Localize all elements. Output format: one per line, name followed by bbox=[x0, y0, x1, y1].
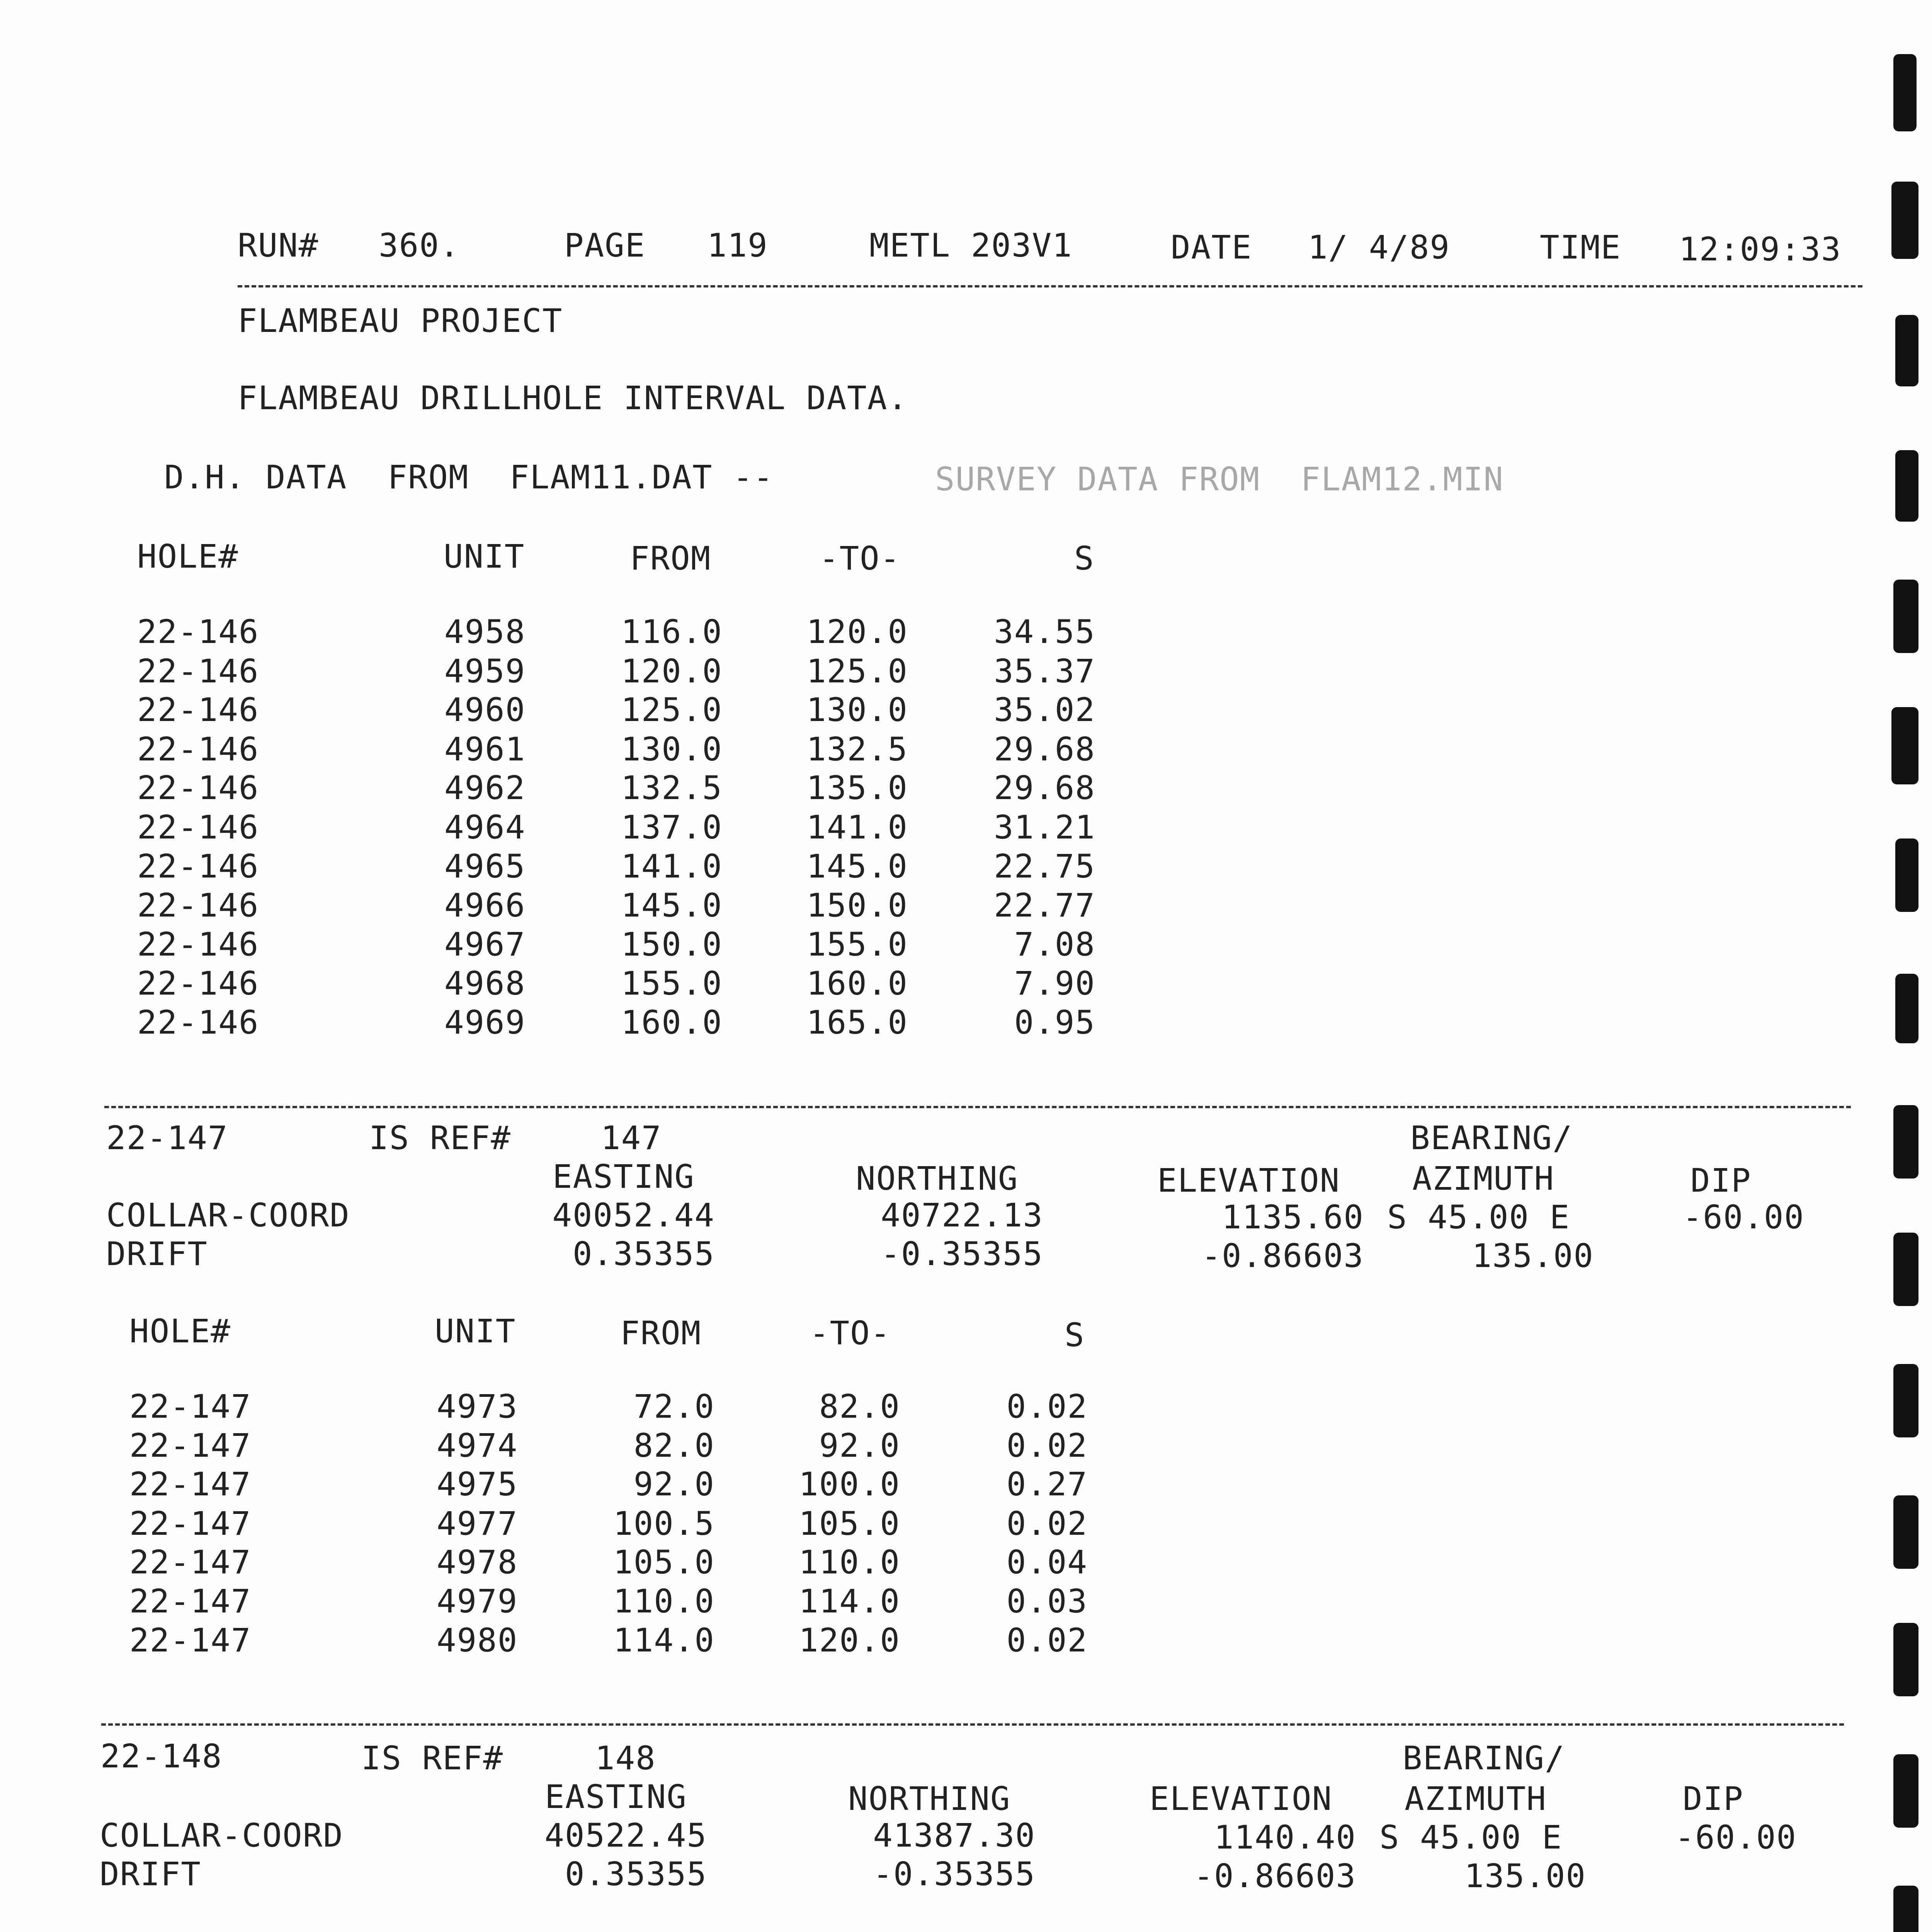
cell-hole: 22-147 bbox=[129, 1427, 252, 1465]
cell-unit: 4969 bbox=[444, 1003, 526, 1041]
cell-hole: 22-147 bbox=[129, 1504, 252, 1543]
collar-easting: 40052.44 bbox=[552, 1196, 715, 1234]
run-value: 360. bbox=[379, 226, 460, 264]
drift-azimuth: 135.00 bbox=[1464, 1857, 1586, 1895]
collar-dip: -60.00 bbox=[1682, 1198, 1804, 1236]
binding-mark bbox=[1893, 54, 1917, 131]
ref-number: 148 bbox=[595, 1739, 656, 1777]
collar-northing: 41387.30 bbox=[873, 1816, 1036, 1854]
binding-mark bbox=[1895, 974, 1918, 1043]
cell-hole: 22-146 bbox=[137, 925, 259, 963]
is-ref-label: IS REF# bbox=[361, 1739, 504, 1777]
drift-elevation: -0.86603 bbox=[1194, 1857, 1356, 1895]
cell-hole: 22-147 bbox=[129, 1543, 252, 1581]
binding-mark bbox=[1893, 1886, 1918, 1932]
collar-elevation: 1135.60 bbox=[1221, 1198, 1364, 1236]
cell-s: 0.02 bbox=[1006, 1621, 1088, 1660]
ref-number: 147 bbox=[601, 1119, 662, 1157]
cell-to: 132.5 bbox=[806, 730, 908, 768]
binding-mark bbox=[1895, 838, 1918, 912]
drift-northing: -0.35355 bbox=[873, 1855, 1036, 1893]
cell-from: 155.0 bbox=[621, 964, 723, 1002]
cell-s: 29.68 bbox=[994, 730, 1095, 768]
binding-mark bbox=[1893, 1495, 1918, 1569]
drift-label: DRIFT bbox=[106, 1235, 208, 1273]
cell-from: 82.0 bbox=[633, 1427, 715, 1465]
easting-label: EASTING bbox=[553, 1158, 695, 1196]
dip-label: DIP bbox=[1683, 1780, 1744, 1818]
northing-label: NORTHING bbox=[848, 1780, 1011, 1818]
cell-hole: 22-146 bbox=[137, 847, 259, 885]
drift-label: DRIFT bbox=[100, 1855, 201, 1893]
cell-to: 100.0 bbox=[799, 1465, 900, 1503]
cell-to: 114.0 bbox=[799, 1582, 900, 1620]
cell-hole: 22-146 bbox=[137, 652, 259, 690]
source-dh-label: D.H. DATA FROM FLAM11.DAT -- bbox=[164, 458, 774, 496]
col-unit-header: UNIT bbox=[444, 537, 525, 575]
cell-from: 100.5 bbox=[613, 1504, 715, 1543]
col-to-header: -TO- bbox=[819, 539, 901, 577]
cell-unit: 4965 bbox=[444, 847, 526, 885]
report-title: FLAMBEAU DRILLHOLE INTERVAL DATA. bbox=[238, 379, 908, 417]
col-hole-header: HOLE# bbox=[129, 1312, 231, 1350]
binding-mark bbox=[1895, 315, 1918, 386]
binding-mark bbox=[1893, 1754, 1918, 1828]
cell-from: 125.0 bbox=[621, 691, 723, 729]
binding-mark bbox=[1893, 1233, 1918, 1306]
cell-to: 105.0 bbox=[799, 1504, 900, 1543]
cell-to: 135.0 bbox=[806, 769, 908, 807]
drift-azimuth: 135.00 bbox=[1472, 1237, 1594, 1275]
cell-to: 120.0 bbox=[799, 1621, 900, 1660]
cell-unit: 4960 bbox=[444, 691, 526, 729]
binding-mark bbox=[1895, 450, 1918, 522]
cell-from: 105.0 bbox=[613, 1543, 715, 1581]
page-value: 119 bbox=[707, 226, 768, 264]
collar-northing: 40722.13 bbox=[881, 1196, 1043, 1234]
cell-to: 160.0 bbox=[806, 964, 908, 1002]
easting-label: EASTING bbox=[545, 1778, 687, 1816]
date-label: DATE bbox=[1171, 228, 1252, 266]
cell-unit: 4979 bbox=[437, 1582, 518, 1620]
program-id: METL 203V1 bbox=[869, 226, 1073, 264]
cell-s: 7.90 bbox=[1014, 964, 1095, 1002]
cell-unit: 4961 bbox=[444, 730, 526, 768]
cell-unit: 4973 bbox=[437, 1388, 518, 1425]
cell-hole: 22-146 bbox=[137, 808, 259, 846]
cell-to: 120.0 bbox=[806, 613, 908, 651]
cell-from: 160.0 bbox=[621, 1003, 723, 1041]
elevation-label: ELEVATION bbox=[1150, 1780, 1333, 1818]
cell-s: 7.08 bbox=[1014, 925, 1095, 963]
cell-to: 110.0 bbox=[799, 1543, 900, 1581]
col-s-header: S bbox=[1074, 539, 1095, 577]
cell-hole: 22-146 bbox=[137, 964, 259, 1002]
cell-from: 110.0 bbox=[613, 1582, 715, 1620]
bearing-label: BEARING/ bbox=[1403, 1739, 1565, 1777]
collar-elevation: 1140.40 bbox=[1214, 1818, 1356, 1856]
binding-mark bbox=[1891, 182, 1918, 259]
header-divider bbox=[238, 285, 1862, 287]
cell-hole: 22-147 bbox=[129, 1582, 252, 1620]
azimuth-label: AZIMUTH bbox=[1412, 1160, 1555, 1197]
col-from-header: FROM bbox=[630, 539, 711, 577]
cell-hole: 22-147 bbox=[129, 1465, 252, 1503]
col-from-header: FROM bbox=[620, 1314, 702, 1352]
bearing-label: BEARING/ bbox=[1410, 1119, 1573, 1157]
cell-s: 31.21 bbox=[994, 808, 1095, 846]
date-value: 1/ 4/89 bbox=[1308, 228, 1451, 266]
binding-mark bbox=[1893, 1105, 1918, 1179]
cell-s: 0.03 bbox=[1006, 1582, 1088, 1620]
cell-from: 92.0 bbox=[633, 1465, 715, 1503]
drift-easting: 0.35355 bbox=[572, 1235, 715, 1273]
cell-s: 29.68 bbox=[994, 769, 1095, 807]
binding-mark bbox=[1893, 580, 1918, 653]
project-title: FLAMBEAU PROJECT bbox=[238, 302, 563, 340]
cell-s: 34.55 bbox=[994, 613, 1095, 651]
drift-northing: -0.35355 bbox=[881, 1235, 1043, 1273]
cell-unit: 4978 bbox=[437, 1543, 518, 1581]
cell-s: 22.77 bbox=[994, 886, 1095, 924]
cell-to: 82.0 bbox=[819, 1388, 900, 1425]
azimuth-label: AZIMUTH bbox=[1405, 1780, 1547, 1818]
cell-from: 72.0 bbox=[633, 1388, 715, 1425]
cell-from: 116.0 bbox=[621, 613, 723, 651]
cell-hole: 22-146 bbox=[137, 730, 259, 768]
cell-from: 137.0 bbox=[621, 808, 723, 846]
cell-to: 145.0 bbox=[806, 847, 908, 885]
col-unit-header: UNIT bbox=[435, 1312, 516, 1350]
cell-unit: 4962 bbox=[444, 769, 526, 807]
collar-bearing: S 45.00 E bbox=[1387, 1198, 1570, 1236]
section-divider bbox=[101, 1723, 1844, 1726]
cell-from: 145.0 bbox=[621, 886, 723, 924]
run-label: RUN# bbox=[238, 226, 319, 264]
cell-hole: 22-146 bbox=[137, 886, 259, 924]
cell-hole: 22-146 bbox=[137, 613, 259, 651]
drift-elevation: -0.86603 bbox=[1201, 1237, 1364, 1275]
collar-bearing: S 45.00 E bbox=[1379, 1818, 1563, 1856]
col-s-header: S bbox=[1065, 1316, 1085, 1354]
cell-s: 0.95 bbox=[1014, 1003, 1095, 1041]
cell-unit: 4964 bbox=[444, 808, 526, 846]
binding-mark bbox=[1891, 707, 1918, 784]
cell-s: 0.02 bbox=[1006, 1388, 1088, 1425]
cell-s: 0.02 bbox=[1006, 1504, 1088, 1543]
northing-label: NORTHING bbox=[856, 1160, 1019, 1197]
cell-to: 130.0 bbox=[806, 691, 908, 729]
is-ref-label: IS REF# bbox=[369, 1119, 512, 1157]
cell-hole: 22-147 bbox=[129, 1621, 252, 1660]
cell-from: 120.0 bbox=[621, 652, 723, 690]
cell-from: 130.0 bbox=[621, 730, 723, 768]
cell-unit: 4975 bbox=[437, 1465, 518, 1503]
section-divider bbox=[104, 1106, 1851, 1108]
cell-to: 125.0 bbox=[806, 652, 908, 690]
cell-hole: 22-146 bbox=[137, 769, 259, 807]
binding-mark bbox=[1893, 1623, 1918, 1696]
cell-from: 150.0 bbox=[621, 925, 723, 963]
collar-coord-label: COLLAR-COORD bbox=[100, 1816, 344, 1854]
collar-coord-label: COLLAR-COORD bbox=[106, 1196, 350, 1234]
cell-s: 22.75 bbox=[994, 847, 1095, 885]
drift-easting: 0.35355 bbox=[565, 1855, 707, 1893]
dip-label: DIP bbox=[1690, 1162, 1752, 1199]
cell-to: 155.0 bbox=[806, 925, 908, 963]
cell-unit: 4966 bbox=[444, 886, 526, 924]
col-hole-header: HOLE# bbox=[137, 537, 239, 575]
cell-hole: 22-146 bbox=[137, 1003, 259, 1041]
cell-unit: 4977 bbox=[437, 1504, 518, 1543]
cell-unit: 4974 bbox=[437, 1427, 518, 1465]
cell-s: 0.02 bbox=[1006, 1427, 1088, 1465]
cell-to: 150.0 bbox=[806, 886, 908, 924]
cell-unit: 4967 bbox=[444, 925, 526, 963]
source-survey-label: SURVEY DATA FROM FLAM12.MIN bbox=[935, 460, 1504, 498]
col-to-header: -TO- bbox=[810, 1314, 891, 1352]
cell-to: 141.0 bbox=[806, 808, 908, 846]
cell-hole: 22-147 bbox=[129, 1388, 252, 1425]
cell-unit: 4958 bbox=[444, 613, 526, 651]
binding-mark bbox=[1893, 1364, 1918, 1437]
elevation-label: ELEVATION bbox=[1157, 1162, 1340, 1199]
time-value: 12:09:33 bbox=[1679, 230, 1842, 268]
hole-id: 22-147 bbox=[106, 1119, 228, 1157]
cell-to: 92.0 bbox=[819, 1427, 900, 1465]
cell-unit: 4980 bbox=[437, 1621, 518, 1660]
cell-from: 114.0 bbox=[613, 1621, 715, 1660]
collar-easting: 40522.45 bbox=[544, 1816, 707, 1854]
cell-s: 35.37 bbox=[994, 652, 1095, 690]
collar-dip: -60.00 bbox=[1675, 1818, 1797, 1856]
cell-hole: 22-146 bbox=[137, 691, 259, 729]
cell-to: 165.0 bbox=[806, 1003, 908, 1041]
hole-id: 22-148 bbox=[100, 1737, 223, 1775]
cell-from: 141.0 bbox=[621, 847, 723, 885]
cell-s: 35.02 bbox=[994, 691, 1095, 729]
time-label: TIME bbox=[1540, 228, 1621, 266]
cell-unit: 4959 bbox=[444, 652, 526, 690]
page-label: PAGE bbox=[564, 226, 646, 264]
cell-s: 0.04 bbox=[1006, 1543, 1088, 1581]
cell-from: 132.5 bbox=[621, 769, 723, 807]
cell-s: 0.27 bbox=[1006, 1465, 1088, 1503]
cell-unit: 4968 bbox=[444, 964, 526, 1002]
